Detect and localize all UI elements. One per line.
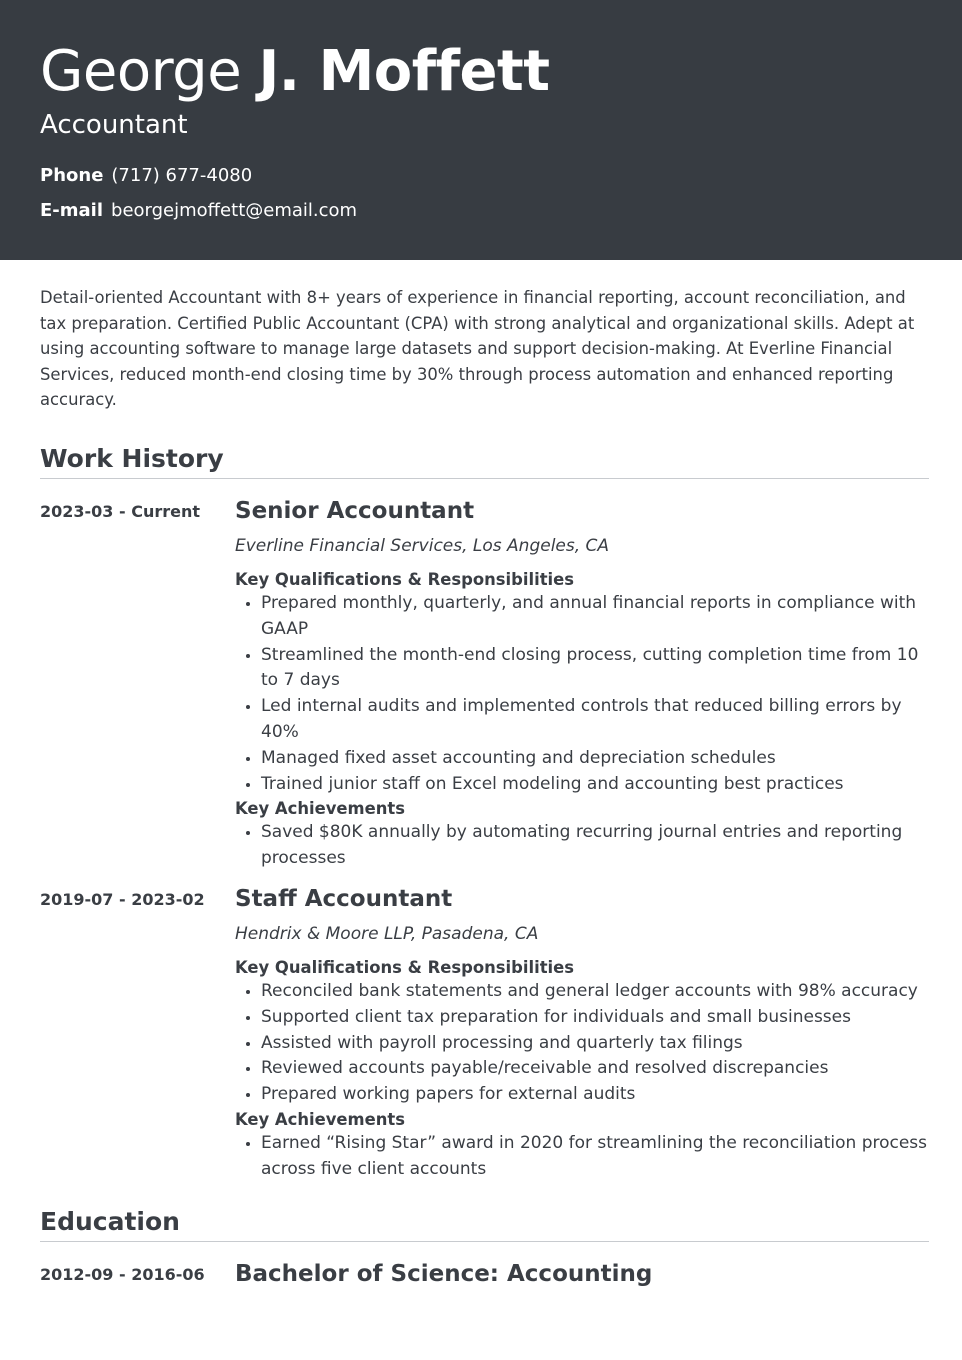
list-item: • Streamlined the month-end closing process, cutting completion time from 10 to 7 days bbox=[261, 643, 929, 695]
list-item: • Assisted with payroll processing and quarterly tax filings bbox=[261, 1031, 929, 1057]
phone-value: (717) 677-4080 bbox=[111, 165, 253, 186]
job-company: Everline Financial Services, Los Angeles, CA bbox=[235, 535, 610, 556]
contact-info bbox=[40, 164, 922, 234]
work-history-section bbox=[40, 442, 929, 1183]
resume-header bbox=[0, 0, 962, 260]
first-name: George bbox=[40, 39, 242, 104]
achievements-title: Key Achievements bbox=[235, 1109, 405, 1129]
list-item: • Managed fixed asset accounting and depreciation schedules bbox=[261, 746, 929, 772]
candidate-name bbox=[40, 39, 922, 104]
achievements-list bbox=[235, 1131, 929, 1183]
responsibilities-list bbox=[235, 979, 929, 1108]
contact-email bbox=[40, 199, 922, 234]
list-item: • Prepared monthly, quarterly, and annual financial reports in compliance with GAAP bbox=[261, 591, 929, 643]
education-dates: 2012-09 - 2016-06 bbox=[40, 1264, 205, 1284]
job-role: Senior Accountant bbox=[235, 497, 475, 524]
job-role: Staff Accountant bbox=[235, 885, 453, 912]
job-dates: 2023-03 - Current bbox=[40, 501, 201, 521]
professional-summary: Detail-oriented Accountant with 8+ years of experience in financial reporting, account reconciliation, and tax preparation. Certified Public Accountant (CPA) with strong analytical and organizational skills. Adept at using accounting software to manage large datasets and support decision-making. At Everline Financial Services, reduced month-end closing time by 30% through process automation and enhanced reporting accuracy. bbox=[40, 288, 915, 410]
responsibilities-title: Key Qualifications & Responsibilities bbox=[235, 569, 575, 589]
list-item: • Trained junior staff on Excel modeling and accounting best practices bbox=[261, 772, 929, 798]
list-item: • Supported client tax preparation for individuals and small businesses bbox=[261, 1005, 929, 1031]
section-title-education: Education bbox=[40, 1205, 929, 1242]
responsibilities-list bbox=[235, 591, 929, 797]
job-dates: 2019-07 - 2023-02 bbox=[40, 889, 205, 909]
education-section bbox=[40, 1205, 929, 1289]
job-details bbox=[235, 496, 929, 872]
last-name: J. Moffett bbox=[258, 39, 550, 104]
email-label: E-mail bbox=[40, 200, 104, 221]
list-item: • Prepared working papers for external audits bbox=[261, 1082, 929, 1108]
email-value: beorgejmoffett@email.com bbox=[111, 200, 358, 221]
job-entry bbox=[40, 496, 929, 872]
section-title-work-history: Work History bbox=[40, 442, 929, 479]
list-item: • Reconciled bank statements and general ledger accounts with 98% accuracy bbox=[261, 979, 929, 1005]
list-item: • Led internal audits and implemented controls that reduced billing errors by 40% bbox=[261, 694, 929, 746]
list-item: • Earned “Rising Star” award in 2020 for streamlining the reconciliation process across five client accounts bbox=[261, 1131, 929, 1183]
job-company: Hendrix & Moore LLP, Pasadena, CA bbox=[235, 923, 539, 944]
list-item: • Reviewed accounts payable/receivable and resolved discrepancies bbox=[261, 1056, 929, 1082]
job-title: Accountant bbox=[40, 110, 188, 140]
job-entry bbox=[40, 884, 929, 1183]
education-entry bbox=[40, 1259, 929, 1289]
resume-body bbox=[0, 285, 962, 1289]
phone-label: Phone bbox=[40, 165, 104, 186]
achievements-list bbox=[235, 820, 929, 872]
education-degree: Bachelor of Science: Accounting bbox=[235, 1260, 653, 1287]
contact-phone bbox=[40, 164, 922, 199]
responsibilities-title: Key Qualifications & Responsibilities bbox=[235, 957, 575, 977]
list-item: • Saved $80K annually by automating recurring journal entries and reporting processes bbox=[261, 820, 929, 872]
job-details bbox=[235, 884, 929, 1183]
achievements-title: Key Achievements bbox=[235, 799, 405, 819]
